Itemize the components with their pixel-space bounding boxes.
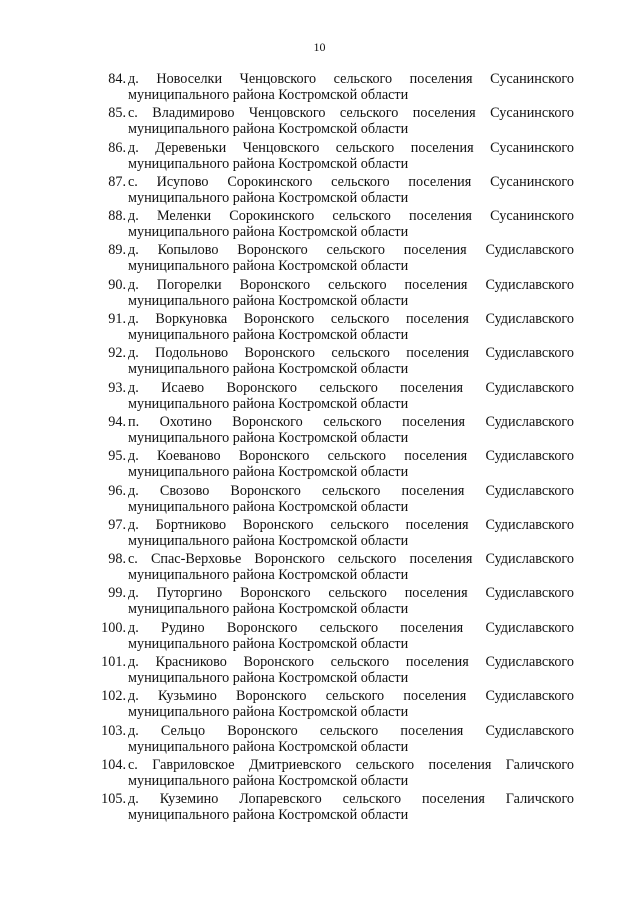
entry-district-line: муниципального района Костромской области <box>128 224 409 241</box>
entry-number: 89. <box>108 242 126 259</box>
entry-district-line: муниципального района Костромской области <box>128 807 409 824</box>
entry-district-line: муниципального района Костромской области <box>128 567 409 584</box>
entry-settlement-line: д. Свозово Воронского сельского поселения Судиславского <box>128 482 574 499</box>
entry-district-line: муниципального района Костромской области <box>128 292 409 309</box>
entry-settlement-line: д. Куземино Лопаревского сельского поселения Галичского <box>128 791 574 808</box>
entry-number: 104. <box>101 756 126 773</box>
list-item <box>92 620 574 654</box>
entry-number: 87. <box>108 173 126 190</box>
entry-settlement-line: д. Подольново Воронского сельского поселения Судиславского <box>128 345 574 362</box>
list-item <box>92 723 574 757</box>
entry-settlement-line: д. Сельцо Воронского сельского поселения Судиславского <box>128 722 574 739</box>
entry-settlement-line: д. Кузьмино Воронского сельского поселения Судиславского <box>128 688 574 705</box>
list-item <box>92 174 574 208</box>
entry-district-line: муниципального района Костромской области <box>128 155 409 172</box>
entry-district-line: муниципального района Костромской области <box>128 738 409 755</box>
entry-settlement-line: с. Исупово Сорокинского сельского поселения Сусанинского <box>128 173 574 190</box>
list-item <box>92 140 574 174</box>
entry-number: 94. <box>108 413 126 430</box>
entry-district-line: муниципального района Костромской области <box>128 361 409 378</box>
entry-district-line: муниципального района Костромской области <box>128 87 409 103</box>
entry-number: 96. <box>108 482 126 499</box>
list-item <box>92 208 574 242</box>
entry-number: 97. <box>108 516 126 533</box>
list-item <box>92 688 574 722</box>
entry-district-line: муниципального района Костромской области <box>128 635 409 652</box>
entry-list <box>92 71 574 826</box>
entry-number: 86. <box>108 139 126 156</box>
entry-number: 85. <box>108 105 126 122</box>
entry-number: 92. <box>108 345 126 362</box>
entry-settlement-line: д. Копылово Воронского сельского поселения Судиславского <box>128 242 574 259</box>
entry-district-line: муниципального района Костромской области <box>128 498 409 515</box>
entry-settlement-line: д. Погорелки Воронского сельского поселения Судиславского <box>128 276 574 293</box>
entry-district-line: муниципального района Костромской области <box>128 532 409 549</box>
entry-district-line: муниципального района Костромской области <box>128 772 409 789</box>
entry-number: 98. <box>108 551 126 568</box>
list-item <box>92 414 574 448</box>
entry-settlement-line: д. Путоргино Воронского сельского поселения Судиславского <box>128 585 574 602</box>
list-item <box>92 105 574 139</box>
entry-number: 102. <box>101 688 126 705</box>
entry-number: 105. <box>101 791 126 808</box>
page-number: 10 <box>313 40 326 54</box>
entry-district-line: муниципального района Костромской области <box>128 121 409 138</box>
list-item <box>92 380 574 414</box>
entry-settlement-line: с. Владимирово Ченцовского сельского поселения Сусанинского <box>128 105 574 122</box>
entry-settlement-line: д. Деревеньки Ченцовского сельского поселения Сусанинского <box>128 139 574 156</box>
entry-number: 95. <box>108 448 126 465</box>
entry-settlement-line: п. Охотино Воронского сельского поселения Судиславского <box>128 413 574 430</box>
list-item <box>92 585 574 619</box>
list-item <box>92 71 574 105</box>
entry-number: 103. <box>101 722 126 739</box>
entry-settlement-line: д. Коеваново Воронского сельского поселения Судиславского <box>128 448 574 465</box>
entry-settlement-line: д. Новоселки Ченцовского сельского поселения Сусанинского <box>128 71 574 87</box>
entry-number: 88. <box>108 208 126 225</box>
entry-district-line: муниципального района Костромской области <box>128 395 409 412</box>
list-item <box>92 757 574 791</box>
entry-number: 84. <box>108 71 126 87</box>
entry-district-line: муниципального района Костромской области <box>128 704 409 721</box>
list-item <box>92 448 574 482</box>
entry-number: 101. <box>101 654 126 671</box>
entry-district-line: муниципального района Костромской области <box>128 670 409 687</box>
entry-district-line: муниципального района Костромской области <box>128 189 409 206</box>
entry-district-line: муниципального района Костромской области <box>128 464 409 481</box>
entry-number: 91. <box>108 311 126 328</box>
entry-district-line: муниципального района Костромской области <box>128 327 409 344</box>
list-item <box>92 551 574 585</box>
entry-number: 93. <box>108 379 126 396</box>
entry-district-line: муниципального района Костромской области <box>128 258 409 275</box>
list-item <box>92 654 574 688</box>
entry-number: 100. <box>101 619 126 636</box>
entry-settlement-line: с. Спас-Верховье Воронского сельского поселения Судиславского <box>128 551 574 568</box>
list-item <box>92 517 574 551</box>
entry-number: 99. <box>108 585 126 602</box>
list-item <box>92 242 574 276</box>
list-item <box>92 277 574 311</box>
list-item <box>92 791 574 825</box>
entry-settlement-line: д. Красниково Воронского сельского поселения Судиславского <box>128 654 574 671</box>
list-item <box>92 483 574 517</box>
entry-settlement-line: д. Рудино Воронского сельского поселения Судиславского <box>128 619 574 636</box>
entry-district-line: муниципального района Костромской области <box>128 601 409 618</box>
entry-settlement-line: д. Исаево Воронского сельского поселения Судиславского <box>128 379 574 396</box>
list-item <box>92 345 574 379</box>
entry-settlement-line: с. Гавриловское Дмитриевского сельского поселения Галичского <box>128 756 574 773</box>
entry-district-line: муниципального района Костромской области <box>128 429 409 446</box>
entry-number: 90. <box>108 276 126 293</box>
entry-settlement-line: д. Воркуновка Воронского сельского поселения Судиславского <box>128 311 574 328</box>
entry-settlement-line: д. Меленки Сорокинского сельского поселения Сусанинского <box>128 208 574 225</box>
entry-settlement-line: д. Бортниково Воронского сельского поселения Судиславского <box>128 516 574 533</box>
list-item <box>92 311 574 345</box>
